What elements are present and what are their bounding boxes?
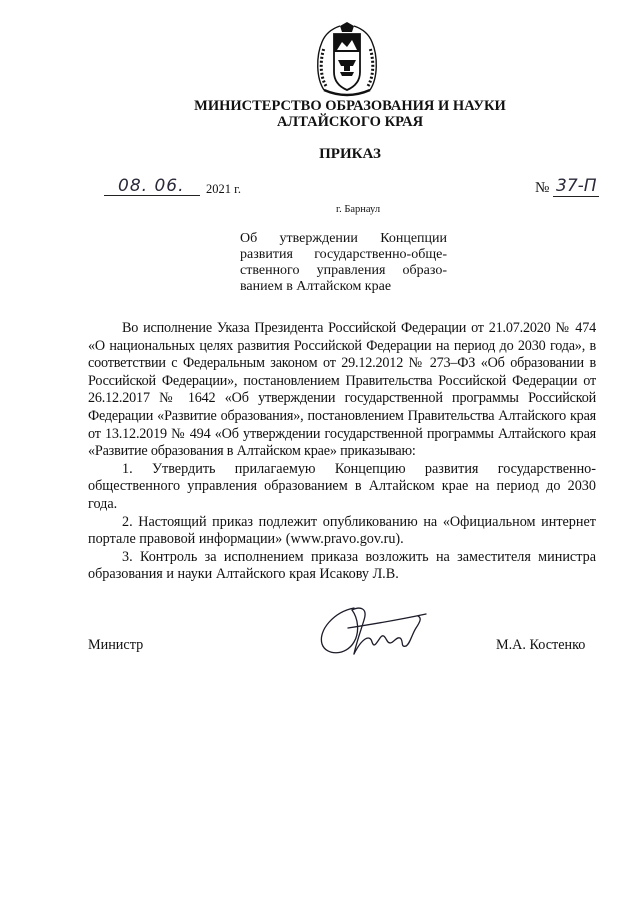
order-body (88, 320, 596, 584)
signatory-title: Министр (88, 637, 144, 653)
subject-line: Об утверждении Концепции (240, 231, 447, 246)
ministry-name-line2: АЛТАЙСКОГО КРАЯ (276, 114, 424, 130)
subject-line: ственного управления образо- (240, 263, 447, 278)
document-type-title: ПРИКАЗ (319, 146, 381, 162)
date-underline (104, 195, 200, 196)
preamble-paragraph: Во исполнение Указа Президента Российской Федерации от 21.07.2020 № 474 «О национальных целях развития Российской Федерации на период до 2030 года», в соответствии с Федеральным законом от 29.12.2012 № 273–ФЗ «Об образовании в Российской Федерации», постановлением Правительства Российской Федерации от 26.12.2017 № 1642 «Об утверждении государственной программы Российской Федерации «Развитие образования», постановлением Правительства Алтайского края от 13.12.2019 № 494 «Об утверждении государственной программы Алтайского края «Развитие образования в Алтайском крае» приказываю: (88, 320, 596, 460)
order-number-sign: № (535, 180, 550, 196)
ministry-name-line1: МИНИСТЕРСТВО ОБРАЗОВАНИЯ И НАУКИ (194, 98, 506, 114)
order-item-3: 3. Контроль за исполнением приказа возложить на заместителя министра образования и науки Алтайского края Исакову Л.В. (88, 548, 596, 583)
order-subject (240, 231, 447, 295)
handwritten-signature (314, 598, 434, 668)
handwritten-order-number: 37-П (556, 176, 597, 196)
subject-line: ванием в Алтайском крае (240, 279, 392, 294)
date-year: 2021 г. (206, 182, 241, 196)
city-label: г. Барнаул (336, 204, 381, 215)
subject-line: развития государственно-обще- (240, 247, 447, 262)
signatory-name: М.А. Костенко (496, 637, 586, 653)
number-underline (553, 196, 599, 197)
coat-of-arms-emblem (314, 20, 380, 100)
handwritten-date: 08. 06. (118, 176, 185, 196)
order-item-1: 1. Утвердить прилагаемую Концепцию развития государственно-общественного управления образованием в Алтайском крае на период до 2030 года. (88, 460, 596, 512)
order-item-2: 2. Настоящий приказ подлежит опубликованию на «Официальном интернет портале правовой информации» (www.pravo.gov.ru). (88, 513, 596, 548)
